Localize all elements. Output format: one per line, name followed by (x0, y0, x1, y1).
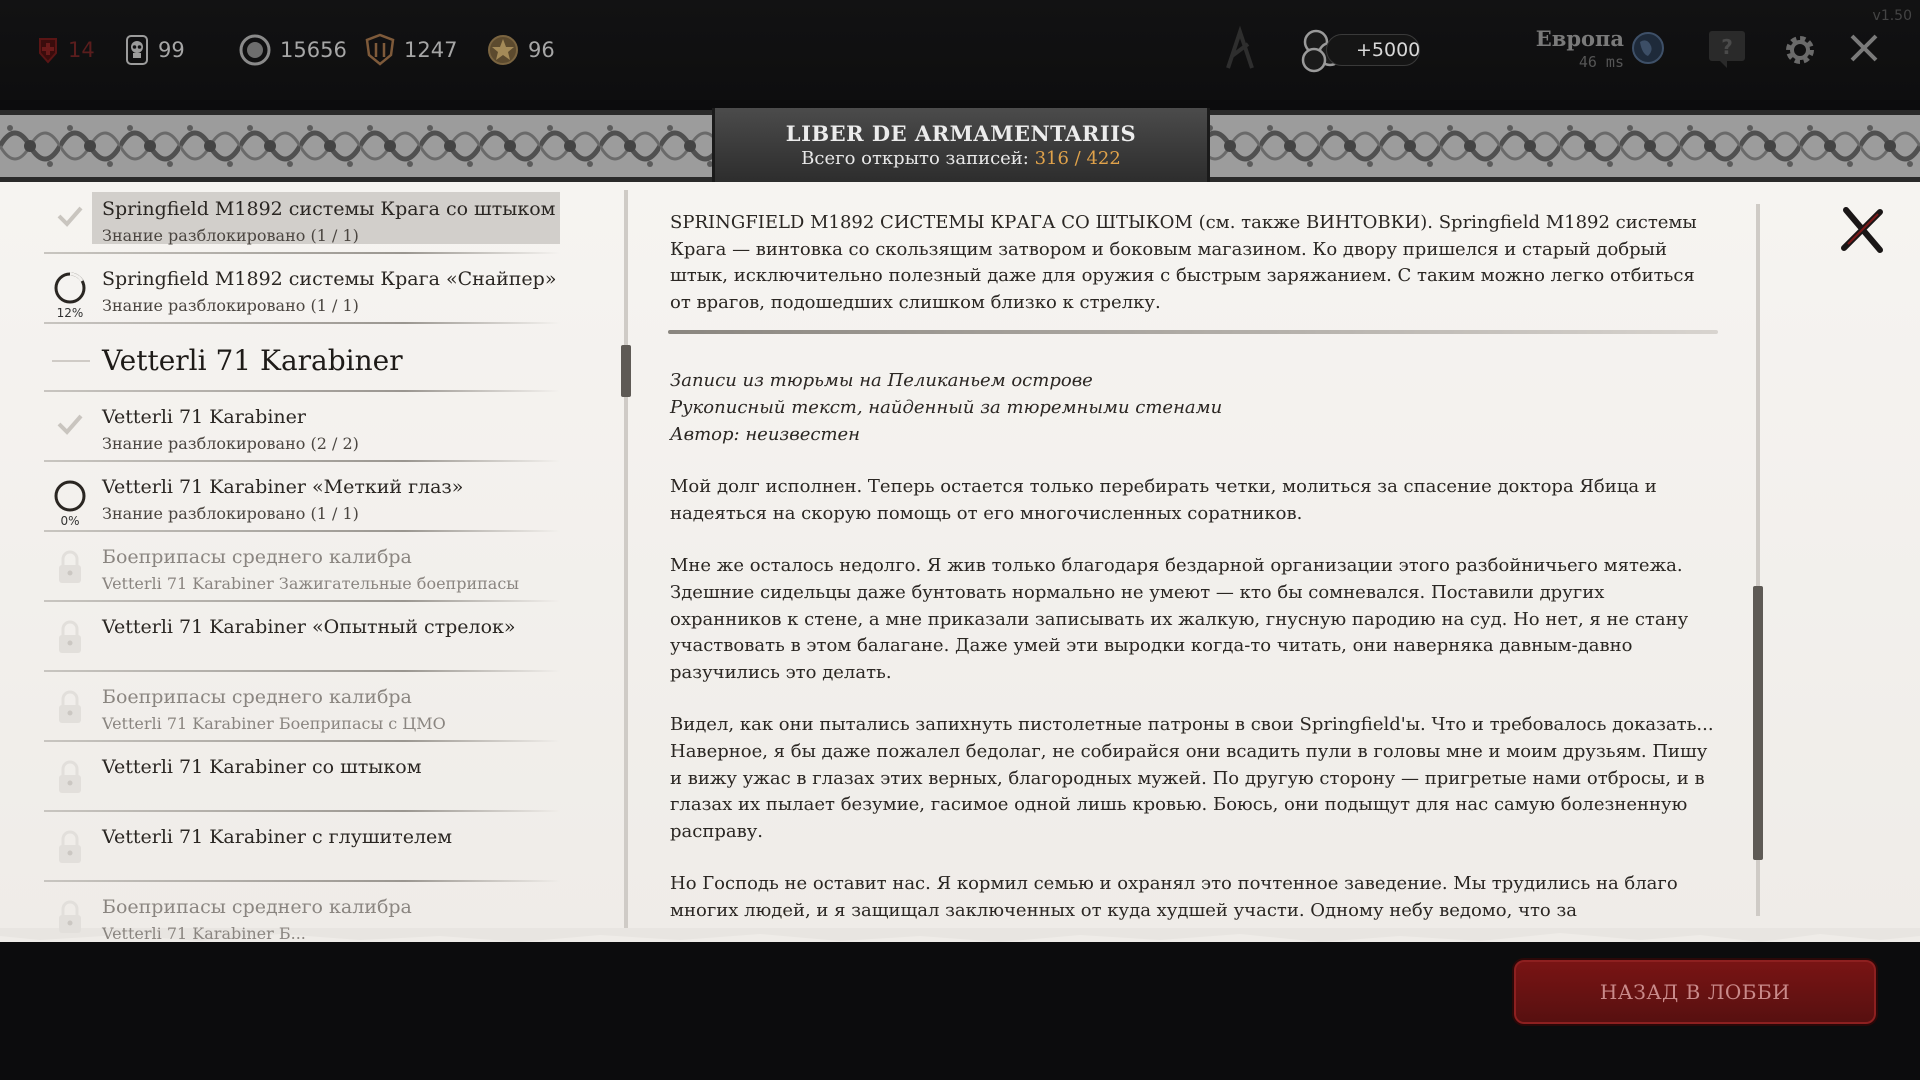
stars-stat (486, 30, 555, 70)
article-paragraph: Но Господь не оставит нас. Я кормил семью и охранял это почтенное заведение. Мы трудились на благо многих людей, и я защищал заключенных от куда худшей участи. Одному небу ведомо, что за (670, 873, 1678, 921)
checkmark-icon (52, 408, 88, 452)
top-bar (0, 0, 1920, 100)
article-intro: SPRINGFIELD M1892 СИСТЕМЫ КРАГА СО ШТЫКОМ (см. также ВИНТОВКИ). Springfield M1892 системы Крага — винтовка со скользящим затвором и боковым магазином. Ко двору пришелся и старый добрый штык, исключительно полезный даже для оружия с быстрым заряжанием. С таким можно легко отбиться от врагов, подошедших слишком близко к стрелку. (670, 212, 1697, 313)
entry-name: Springfield M1892 системы Крага со штыком (102, 198, 556, 220)
list-item[interactable] (44, 888, 564, 952)
blood-bonds-stat (364, 30, 457, 70)
checkmark-icon (52, 200, 88, 244)
red-cross-icon (36, 35, 60, 65)
entry-status: Знание разблокировано (1 / 1) (102, 504, 359, 523)
stars-value: 96 (528, 38, 555, 62)
list-item[interactable] (44, 818, 564, 882)
entry-status: Vetterli 71 Karabiner Зажигательные боеприпасы (102, 574, 520, 593)
padlock-icon (52, 618, 88, 662)
entries-opened-count: 316 / 422 (1034, 148, 1121, 169)
tokens-stat (124, 30, 185, 70)
progress-ring-icon (52, 478, 88, 528)
article-scrollbar-thumb[interactable] (1753, 586, 1763, 860)
shield-emblem-icon (364, 33, 396, 67)
book-title: LIBER DE ARMAMENTARIIS (785, 121, 1137, 146)
entries-opened (715, 148, 1207, 169)
entry-name: Vetterli 71 Karabiner «Меткий глаз» (102, 476, 464, 498)
server-region[interactable] (1520, 26, 1624, 71)
money-value: 15656 (280, 38, 347, 62)
entry-status: Знание разблокировано (2 / 2) (102, 434, 359, 453)
entries-list[interactable] (44, 190, 604, 943)
hunter-emblem-icon[interactable] (1220, 28, 1260, 72)
list-item[interactable] (44, 678, 564, 742)
list-item[interactable] (44, 190, 564, 254)
list-scrollbar[interactable] (624, 190, 628, 928)
bonus-value: +5000 (1356, 39, 1421, 61)
weapon-group-header[interactable] (44, 330, 564, 392)
entry-status: Знание разблокировано (1 / 1) (102, 226, 359, 245)
skull-token-icon (124, 34, 150, 66)
article-paragraph: Мой долг исполнен. Теперь остается только перебирать четки, молиться за спасение доктора Ябица и надеяться на скорую помощь от его многочисленных соратников. (670, 476, 1657, 524)
padlock-icon (52, 898, 88, 942)
article-meta (670, 368, 1720, 448)
article-paragraph: Видел, как они пытались запихнуть пистолетные патроны в свои Springfield'ы. Что и требовалось доказать... Наверное, я бы даже пожалел бедолаг, не собирайся они всадить пули в головы мне и моим друзьям. Пишу и вижу ужас в глазах этих верных, благородных мужей. По другую сторону — пригретые нами отбросы, и в глазах их пылает безумие, гасимое одной лишь кровью. Боюсь, они подыщут для нас самую болезненную расправу. (670, 714, 1714, 842)
article-divider (668, 330, 1718, 334)
entry-article (670, 210, 1720, 920)
health-value: 14 (68, 38, 95, 62)
region-name: Европа (1535, 26, 1624, 51)
coin-icon (238, 33, 272, 67)
entry-status: Vetterli 71 Karabiner Боеприпасы с ЦМО (102, 714, 446, 733)
entry-name: Vetterli 71 Karabiner с глушителем (102, 826, 453, 848)
list-item[interactable] (44, 260, 564, 324)
group-title: Vetterli 71 Karabiner (102, 344, 403, 377)
list-scrollbar-thumb[interactable] (621, 345, 631, 397)
health-stat (36, 30, 95, 70)
back-to-lobby-button[interactable]: НАЗАД В ЛОББИ (1512, 958, 1878, 1026)
entries-opened-label: Всего открыто записей: (801, 148, 1035, 169)
exit-close-icon[interactable] (1848, 32, 1880, 64)
padlock-icon (52, 688, 88, 732)
bonus-reward[interactable] (1296, 24, 1420, 76)
entry-name: Боеприпасы среднего калибра (102, 686, 412, 708)
list-item[interactable] (44, 538, 564, 602)
entry-name: Springfield M1892 системы Крага «Снайпер» (102, 268, 557, 290)
entry-status: Знание разблокировано (1 / 1) (102, 296, 359, 315)
blood-bonds-value: 1247 (404, 38, 458, 62)
progress-ring-icon (52, 270, 88, 320)
padlock-icon (52, 758, 88, 802)
entry-progress: 12% (56, 306, 84, 320)
svg-text:?: ? (1721, 35, 1733, 59)
list-item[interactable] (44, 748, 564, 812)
version-label: v1.50 (1872, 8, 1912, 24)
globe-icon[interactable] (1630, 30, 1666, 66)
money-stat (238, 30, 347, 70)
entry-name: Vetterli 71 Karabiner «Опытный стрелок» (102, 616, 516, 638)
entry-status: Vetterli 71 Karabiner Б... (102, 924, 306, 943)
gold-star-icon (486, 33, 520, 67)
entry-progress: 0% (60, 514, 80, 528)
padlock-icon (52, 828, 88, 872)
entry-name: Vetterli 71 Karabiner со штыком (102, 756, 422, 778)
entry-name: Vetterli 71 Karabiner (102, 406, 306, 428)
article-source: Записи из тюрьмы на Пеликаньем острове (670, 370, 1093, 392)
article-description: Рукописный текст, найденный за тюремными стенами (670, 396, 1223, 418)
settings-gear-icon[interactable] (1780, 30, 1820, 70)
help-icon[interactable] (1706, 28, 1748, 70)
list-item[interactable] (44, 608, 564, 672)
close-book-icon[interactable] (1838, 204, 1888, 256)
region-ping: 46 ms (1578, 53, 1624, 71)
article-paragraph: Мне же осталось недолго. Я жив только благодаря бездарной организации этого разбойничьего мятежа. Здешние сидельцы даже бунтовать нормально не умеют — кто бы сомневался. Поставили других охранников к стене, а мне приказали записывать их жалкую, гнусную пародию на суд. Но нет, я не стану участвовать в этом балагане. Даже умей эти выродки когда-то читать, они наверняка давным-давно разучились это делать. (670, 555, 1689, 683)
padlock-icon (52, 548, 88, 592)
book-title-plate (712, 108, 1210, 182)
entry-name: Боеприпасы среднего калибра (102, 896, 412, 918)
entry-name: Боеприпасы среднего калибра (102, 546, 412, 568)
list-item[interactable] (44, 468, 564, 532)
list-item[interactable] (44, 398, 564, 462)
tokens-value: 99 (158, 38, 185, 62)
article-author: Автор: неизвестен (670, 423, 861, 445)
